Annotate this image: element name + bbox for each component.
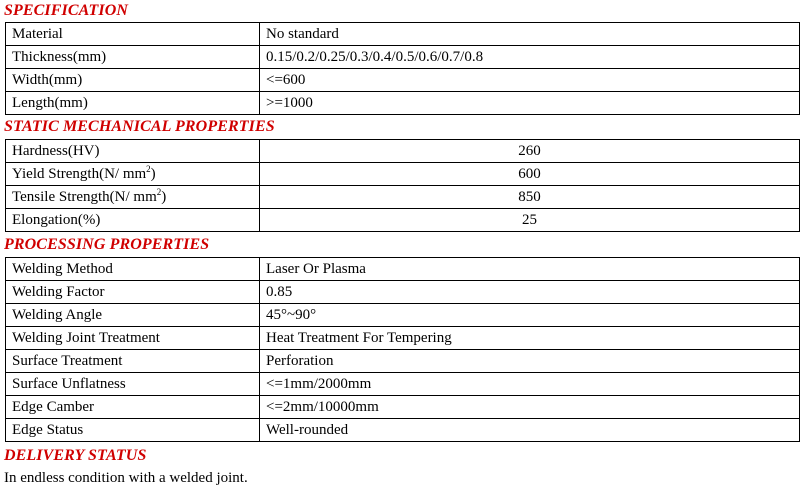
processing-heading: PROCESSING PROPERTIES: [4, 236, 210, 253]
row-value: <=600: [260, 69, 800, 92]
label-superscript: 2: [156, 187, 162, 197]
row-value: 25: [260, 209, 800, 232]
label-text-end: ): [150, 166, 156, 182]
row-value: Laser Or Plasma: [260, 258, 800, 281]
row-label: Hardness(HV): [6, 140, 260, 163]
table-row: [6, 23, 800, 46]
table-row: [6, 69, 800, 92]
table-row: [6, 327, 800, 350]
row-value: <=2mm/10000mm: [260, 396, 800, 419]
row-label: Surface Unflatness: [6, 373, 260, 396]
row-value: Well-rounded: [260, 419, 800, 442]
row-label: Material: [6, 23, 260, 46]
row-value: 850: [260, 186, 800, 209]
row-value: 0.15/0.2/0.25/0.3/0.4/0.5/0.6/0.7/0.8: [260, 46, 800, 69]
delivery-text: In endless condition with a welded joint.: [4, 470, 248, 486]
table-row: [6, 92, 800, 115]
row-value: <=1mm/2000mm: [260, 373, 800, 396]
table-row: [6, 373, 800, 396]
row-label: [6, 163, 260, 186]
row-label: Thickness(mm): [6, 46, 260, 69]
table-row: [6, 350, 800, 373]
row-value: Perforation: [260, 350, 800, 373]
static-mechanical-table: [5, 139, 800, 232]
label-text: Tensile Strength(N/ mm: [12, 189, 157, 205]
table-row: [6, 46, 800, 69]
table-row: [6, 419, 800, 442]
row-label: Edge Camber: [6, 396, 260, 419]
label-superscript: 2: [146, 164, 151, 174]
static-mechanical-heading: STATIC MECHANICAL PROPERTIES: [4, 118, 275, 135]
table-row: [6, 396, 800, 419]
row-value: Heat Treatment For Tempering: [260, 327, 800, 350]
row-label: Welding Method: [6, 258, 260, 281]
row-label: [6, 186, 260, 209]
label-text: Yield Strength(N/ mm: [12, 166, 147, 182]
specification-heading: SPECIFICATION: [4, 2, 129, 19]
row-value: 600: [260, 163, 800, 186]
specification-table: [5, 22, 800, 115]
row-value: No standard: [260, 23, 800, 46]
row-value: 0.85: [260, 281, 800, 304]
row-value: 260: [260, 140, 800, 163]
processing-table: [5, 257, 800, 442]
table-row: [6, 281, 800, 304]
table-row: [6, 186, 800, 209]
table-row: [6, 163, 800, 186]
row-label: Elongation(%): [6, 209, 260, 232]
row-value: 45°~90°: [260, 304, 800, 327]
table-row: [6, 140, 800, 163]
row-label: Length(mm): [6, 92, 260, 115]
row-label: Edge Status: [6, 419, 260, 442]
row-label: Width(mm): [6, 69, 260, 92]
label-text-end: ): [161, 189, 167, 205]
row-label: Welding Angle: [6, 304, 260, 327]
row-value: >=1000: [260, 92, 800, 115]
table-row: [6, 258, 800, 281]
delivery-heading: DELIVERY STATUS: [4, 447, 147, 464]
row-label: Welding Factor: [6, 281, 260, 304]
row-label: Surface Treatment: [6, 350, 260, 373]
table-row: [6, 304, 800, 327]
table-row: [6, 209, 800, 232]
row-label: Welding Joint Treatment: [6, 327, 260, 350]
